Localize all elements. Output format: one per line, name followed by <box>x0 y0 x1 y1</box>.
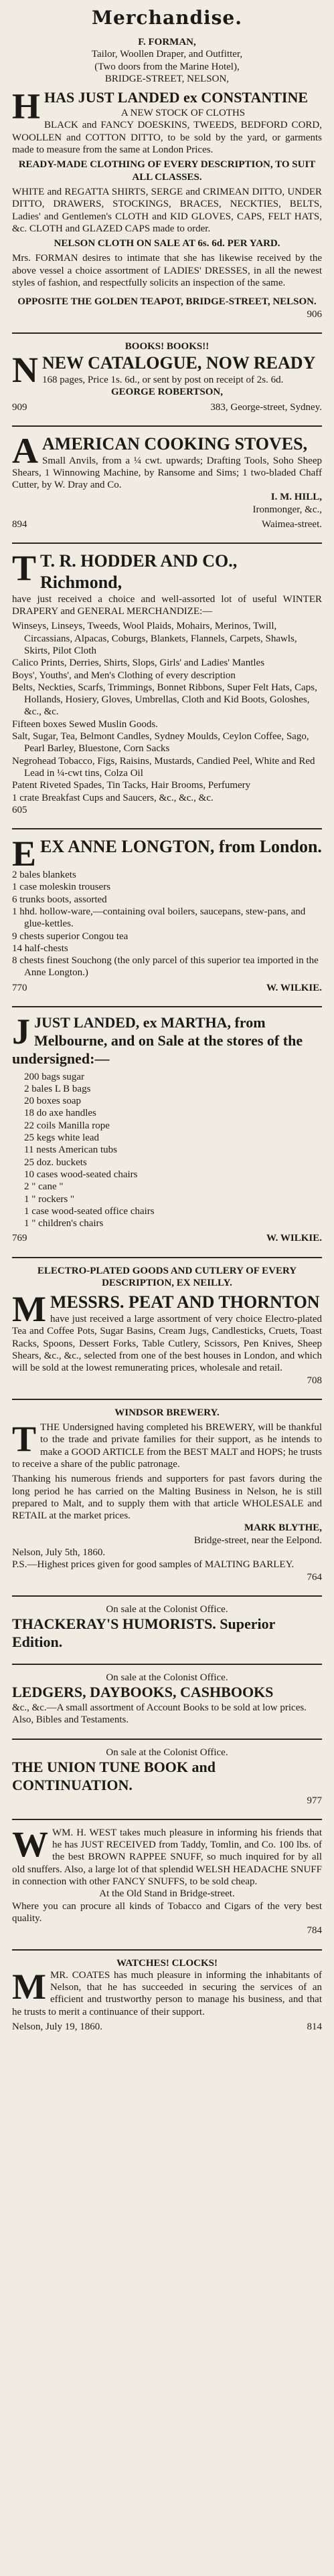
robertson-address: 383, George-street, Sydney. <box>210 401 322 413</box>
thackeray-pre: On sale at the Colonist Office. <box>106 1603 228 1615</box>
coates-dropcap: M <box>12 1966 46 2007</box>
forman-line-3: WHITE and REGATTA SHIRTS, SERGE and CRIMEAN DITTO, UNDER DITTO, DRAWERS, STOCKINGS, BRACES, NECKTIES, BELTS, Ladies' and Gentlemen's CLOTH and KID GLOVES, CAPS, FELT HATS, &c. CLOTH and GLAZED CAPS made to order. <box>12 186 322 234</box>
forman-dropcap: H <box>12 86 41 127</box>
wilkie2-number: 769 <box>12 1233 27 1244</box>
wilkie2-item: 1 " children's chairs <box>24 1218 104 1229</box>
wilkie2-item: 11 nests American tubs <box>24 1145 118 1156</box>
tunebook-number: 977 <box>307 1795 322 1806</box>
robertson-dropcap: N <box>12 350 38 391</box>
peat-line-0: have just received a large assortment of very choice Electro-plated Tea and Coffee Pots, Sugar Basins, Cream Jugs, Candlesticks, Cruets, Toast Racks, Spoons, Dessert Forks, Table Cutlery, Scissors, Pen Knives, Sheep Shears, &c., &c., selected from one of the best houses in London, and which will be sold at the lowest remunerating prices, wholesale and retail. <box>12 1314 322 1374</box>
peat-lead: MESSRS. PEAT AND THORNTON <box>50 1292 320 1312</box>
forman-number: 906 <box>307 308 322 320</box>
wilkie2-item: 22 coils Manilla rope <box>24 1120 110 1131</box>
forman-name: F. FORMAN, <box>138 37 196 48</box>
divider <box>12 425 322 427</box>
hodder-line: Negrohead Tobacco, Figs, Raisins, Mustards, Candied Peel, White and Red Lead in ¼-cwt tins, Colza Oil <box>12 755 315 779</box>
wilkie2-item: 2 bales L B bags <box>24 1083 91 1094</box>
forman-line-5: Mrs. FORMAN desires to intimate that she has likewise received by the above vessel a choice assortment of LADIES' DRESSES, in all the newest styles of fashion, and respectfully solicits an inspection of the same. <box>12 253 322 289</box>
coates-number: 814 <box>307 2021 322 2033</box>
west-line-0: At the Old Stand in Bridge-street. <box>99 1888 235 1900</box>
divider <box>12 1006 322 1007</box>
forman-line-6: OPPOSITE THE GOLDEN TEAPOT, BRIDGE-STREET, NELSON. <box>17 296 317 308</box>
robertson-lead: NEW CATALOGUE, NOW READY <box>42 353 316 373</box>
hill-name: I. M. HILL, <box>270 492 322 503</box>
ad-forman <box>12 36 322 326</box>
ad-tunebook <box>12 1747 322 1812</box>
forman-location: (Two doors from the Marine Hotel), <box>94 61 240 72</box>
wilkie2-item: 1 " rockers " <box>24 1193 75 1205</box>
robertson-number: 909 <box>12 401 27 413</box>
robertson-line-0: 168 pages, Price 1s. 6d., or sent by post on receipt of 2s. 6d. <box>42 374 284 385</box>
hodder-line: Calico Prints, Derries, Shirts, Slops, Girls' and Ladies' Mantles <box>12 658 265 669</box>
wilkie1-item: 8 chests finest Souchong (the only parcel of this superior tea imported in the Anne Longton.) <box>12 955 319 979</box>
ad-wilkie-anne-longton <box>12 833 322 999</box>
ledgers-pre: On sale at the Colonist Office. <box>106 1672 228 1683</box>
ad-blythe <box>12 1407 322 1589</box>
west-number: 784 <box>307 1925 322 1937</box>
wilkie1-item: 1 hhd. hollow-ware,—containing oval boilers, saucepans, stew-pans, and glue-kettles. <box>12 906 306 930</box>
wilkie2-item: 25 kegs white lead <box>24 1132 100 1144</box>
hodder-line: Fifteen boxes Sewed Muslin Goods. <box>12 718 158 730</box>
divider <box>12 1595 322 1597</box>
wilkie2-dropcap: J <box>12 1011 30 1052</box>
peat-number: 708 <box>307 1375 322 1386</box>
forman-line-1: BLACK and FANCY DOESKINS, TWEEDS, BEDFORD CORD, WOOLLEN and COTTON DITTO, to be sold by the yard, or garments made to measure from the same at London Prices. <box>12 120 322 156</box>
robertson-pre: BOOKS! BOOKS!! <box>124 340 210 352</box>
divider <box>12 1949 322 1951</box>
blythe-line-3: Nelson, July 5th, 1860. <box>12 1547 106 1559</box>
divider <box>12 1819 322 1820</box>
forman-line-4: NELSON CLOTH ON SALE AT 6s. 6d. PER YARD. <box>54 238 280 250</box>
wilkie1-name: W. WILKIE. <box>266 982 322 993</box>
hodder-lead: T. R. HODDER AND CO., Richmond, <box>40 551 238 593</box>
ledgers-line-1: Also, Bibles and Testaments. <box>12 1714 129 1726</box>
ad-thackeray <box>12 1603 322 1657</box>
ad-west <box>12 1823 322 1943</box>
hodder-line: Belts, Neckties, Scarfs, Trimmings, Bonnet Ribbons, Super Felt Hats, Caps, Hollands, Hosiery, Gloves, Umbrellas, Cloth and Kid Boots, Goloshes, &c., &c. <box>12 682 317 718</box>
blythe-line-2: Bridge-street, near the Eelpond. <box>193 1534 322 1546</box>
divider <box>12 1739 322 1740</box>
ad-ledgers <box>12 1672 322 1732</box>
west-lead: WM. H. WEST takes much pleasure in informing his friends that he has JUST RECEIVED from Taddy, Tomlin, and Co. 100 lbs. of the best BROWN RAPPEE SNUFF, so much inquired for by all old snuffers. Also, a large lot of that splendid WELSH HEADACHE SNUFF in connection with other FANCY SNUFFS, to be sold cheap. <box>12 1827 322 1888</box>
forman-street: BRIDGE-STREET, NELSON, <box>104 74 230 85</box>
forman-trade: Tailor, Woollen Draper, and Outfitter, <box>91 49 243 60</box>
wilkie2-item: 25 doz. buckets <box>24 1157 87 1168</box>
wilkie1-item: 2 bales blankets <box>12 870 76 881</box>
ad-peat-thornton <box>12 1265 322 1392</box>
hodder-number: 605 <box>12 804 27 815</box>
wilkie2-item: 2 " cane " <box>24 1181 64 1193</box>
wilkie2-item: 200 bags sugar <box>24 1071 84 1082</box>
divider <box>12 542 322 544</box>
coates-date: Nelson, July 19, 1860. <box>12 2021 102 2033</box>
hodder-line: Salt, Sugar, Tea, Belmont Candles, Sydney Moulds, Ceylon Coffee, Sago, Pearl Barley, Bluestone, Corn Sacks <box>12 731 309 755</box>
west-dropcap: W <box>12 1823 48 1864</box>
forman-line-0: A NEW STOCK OF CLOTHS <box>120 108 246 119</box>
divider <box>12 1257 322 1258</box>
section-heading: Merchandise. <box>91 7 242 29</box>
wilkie2-item: 20 boxes soap <box>24 1096 81 1107</box>
blythe-line-4: P.S.—Highest prices given for good samples of MALTING BARLEY. <box>12 1559 295 1571</box>
hodder-intro: have just received a choice and well-assorted lot of useful WINTER DRAPERY and GENERAL MERCHANDIZE:— <box>12 593 322 617</box>
wilkie2-item: 10 cases wood-seated chairs <box>24 1169 138 1180</box>
forman-line-2: READY-MADE CLOTHING OF EVERY DESCRIPTION, TO SUIT ALL CLASSES. <box>18 159 316 183</box>
hill-lead: AMERICAN COOKING STOVES, <box>42 433 308 454</box>
blythe-lead: THE Undersigned having completed his BREWERY, will be thankful to the trade and private families for their support, as he intends to make a GOOD ARTICLE from the BEST MALT and HOPS; he trusts to receive a share of the public patronage. <box>12 1422 322 1470</box>
tunebook-pre: On sale at the Colonist Office. <box>106 1747 228 1758</box>
hodder-line: Winseys, Linseys, Tweeds, Wool Plaids, Mohairs, Merinos, Twill, Circassians, Alpacas, Coburgs, Blankets, Flannels, Carpets, Shawls, Skirts, Pilot Cloth <box>12 621 297 656</box>
robertson-name: GEORGE ROBERTSON, <box>110 387 223 398</box>
wilkie1-item: 6 trunks boots, assorted <box>12 894 107 905</box>
ledgers-line-0: &c., &c.—A small assortment of Account Books to be sold at low prices. <box>12 1702 307 1714</box>
hill-number: 894 <box>12 519 27 530</box>
blythe-line-0: Thanking his numerous friends and supporters for past favors during the long period he has carried on the Malting Business in Nelson, he is still prepared to Malt, and to supply them with that article WHOLESALE and RETAIL at the market prices. <box>12 1474 322 1522</box>
ad-hill <box>12 430 322 536</box>
divider <box>12 828 322 829</box>
coates-pre: WATCHES! CLOCKS! <box>116 1957 218 1969</box>
hill-dropcap: A <box>12 430 38 471</box>
coates-lead: MR. COATES has much pleasure in informing the inhabitants of Nelson, that he has succeeded in securing the services of an efficient and trustworthy person to manage his business, and that he trusts to merit a continuance of their support. <box>12 1969 322 2017</box>
wilkie1-item: 1 case moleskin trousers <box>12 882 111 893</box>
wilkie1-number: 770 <box>12 982 27 993</box>
west-line-1: Where you can procure all kinds of Tobacco and Cigars of the very best quality. <box>12 1900 322 1924</box>
blythe-dropcap: T <box>12 1419 37 1460</box>
thackeray-lead: THACKERAY'S HUMORISTS. Superior Edition. <box>12 1615 276 1651</box>
blythe-line-1: MARK BLYTHE, <box>244 1522 322 1534</box>
blythe-number: 764 <box>307 1571 322 1583</box>
blythe-pre: WINDSOR BREWERY. <box>114 1407 220 1418</box>
hodder-line: Boys', Youths', and Men's Clothing of every description <box>12 670 236 681</box>
ad-robertson <box>12 340 322 419</box>
hill-line-0: Small Anvils, from a ¼ cwt. upwards; Drafting Tools, Soho Sheep Shears, 1 Winnowing Machine, by Ransome and Sims; 1 two-bladed Chaff Cutter, by W. Dray and Co. <box>12 455 322 491</box>
wilkie2-lead: JUST LANDED, ex MARTHA, from Melbourne, and on Sale at the stores of the undersigned:— <box>12 1014 303 1067</box>
ad-hodder <box>12 548 322 821</box>
ledgers-lead: LEDGERS, DAYBOOKS, CASHBOOKS <box>12 1684 274 1701</box>
hodder-dropcap: T <box>12 548 37 589</box>
divider <box>12 332 322 334</box>
wilkie2-item: 1 case wood-seated office chairs <box>24 1205 155 1217</box>
wilkie1-item: 14 half-chests <box>12 943 68 954</box>
hodder-line: Patent Riveted Spades, Tin Tacks, Hair Brooms, Perfumery <box>12 780 251 791</box>
wilkie1-item: 9 chests superior Congou tea <box>12 930 129 942</box>
ad-wilkie-martha <box>12 1011 322 1250</box>
peat-pre: ELECTRO-PLATED GOODS AND CUTLERY OF EVERY DESCRIPTION, EX NEILLY. <box>37 1265 297 1289</box>
wilkie1-lead: EX ANNE LONGTON, from London. <box>40 837 322 857</box>
forman-lead: HAS JUST LANDED ex CONSTANTINE <box>44 89 309 106</box>
tunebook-lead: THE UNION TUNE BOOK and CONTINUATION. <box>12 1758 216 1793</box>
hill-address: Waimea-street. <box>262 519 322 530</box>
peat-dropcap: M <box>12 1289 46 1330</box>
divider <box>12 1664 322 1665</box>
hodder-line: 1 crate Breakfast Cups and Saucers, &c., &c., &c. <box>12 792 214 803</box>
wilkie2-item: 18 do axe handles <box>24 1108 96 1119</box>
hill-role: Ironmonger, &c., <box>252 504 322 515</box>
wilkie1-dropcap: E <box>12 833 37 874</box>
divider <box>12 1399 322 1400</box>
wilkie2-name: W. WILKIE. <box>266 1233 322 1244</box>
ad-coates <box>12 1957 322 2039</box>
